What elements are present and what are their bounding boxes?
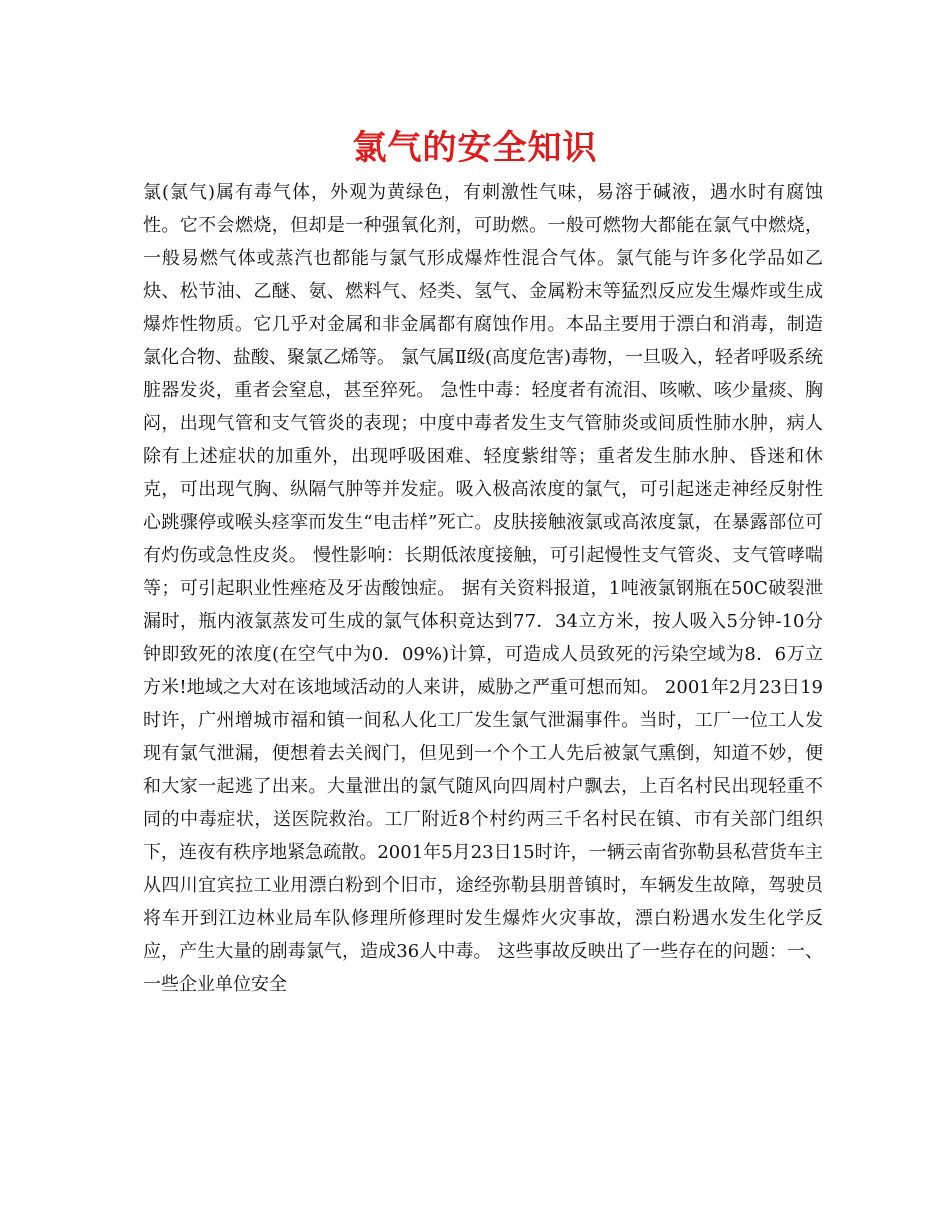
document-title: 氯气的安全知识 (352, 128, 598, 168)
document-body-paragraph: 氯(氯气)属有毒气体，外观为黄绿色，有刺激性气味，易溶于碱液，遇水时有腐蚀性。它不会燃烧，但却是一种强氧化剂，可助燃。一般可燃物大都能在氯气中燃烧，一般易燃气体或蒸汽也都能与氯气形成爆炸性混合气体。氯气能与许多化学品如乙炔、松节油、乙醚、氨、燃料气、烃类、氢气、金属粉末等猛烈反应发生爆炸或生成爆炸性物质。它几乎对金属和非金属都有腐蚀作用。本品主要用于漂白和消毒，制造氯化合物、盐酸、聚氯乙烯等。 氯气属Ⅱ级(高度危害)毒物，一旦吸入，轻者呼吸系统脏器发炎，重者会窒息，甚至猝死。 急性中毒：轻度者有流泪、咳嗽、咳少量痰、胸闷，出现气管和支气管炎的表现；中度中毒者发生支气管肺炎或间质性肺水肿，病人除有上述症状的加重外，出现呼吸困难、轻度紫绀等；重者发生肺水肿、昏迷和休克，可出现气胸、纵隔气肿等并发症。吸入极高浓度的氯气，可引起迷走神经反射性心跳骤停或喉头痉挛而发生“电击样”死亡。皮肤接触液氯或高浓度氯，在暴露部位可有灼伤或急性皮炎。 慢性影响：长期低浓度接触，可引起慢性支气管炎、支气管哮喘等；可引起职业性痤疮及牙齿酸蚀症。 据有关资料报道，1吨液氯钢瓶在50C破裂泄漏时，瓶内液氯蒸发可生成的氯气体积竟达到77．34立方米，按人吸入5分钟-10分钟即致死的浓度(在空气中为0．09%)计算，可造成人员致死的污染空域为8．6万立方米!地域之大对在该地域活动的人来讲，威胁之严重可想而知。 2001年2月23日19时许，广州增城市福和镇一间私人化工厂发生氯气泄漏事件。当时，工厂一位工人发现有氯气泄漏，便想着去关阀门，但见到一个个工人先后被氯气熏倒，知道不妙，便和大家一起逃了出来。大量泄出的氯气随风向四周村户飘去，上百名村民出现轻重不同的中毒症状，送医院救治。工厂附近8个村约两三千名村民在镇、市有关部门组织下，连夜有秩序地紧急疏散。2001年5月23日15时许，一辆云南省弥勒县私营货车主从四川宜宾拉工业用漂白粉到个旧市，途经弥勒县朋普镇时，车辆发生故障，驾驶员将车开到江边林业局车队修理所修理时发生爆炸火灾事故，漂白粉遇水发生化学反应，产生大量的剧毒氯气，造成36人中毒。 这些事故反映出了一些存在的问题：一、一些企业单位安全 (143, 182, 823, 995)
